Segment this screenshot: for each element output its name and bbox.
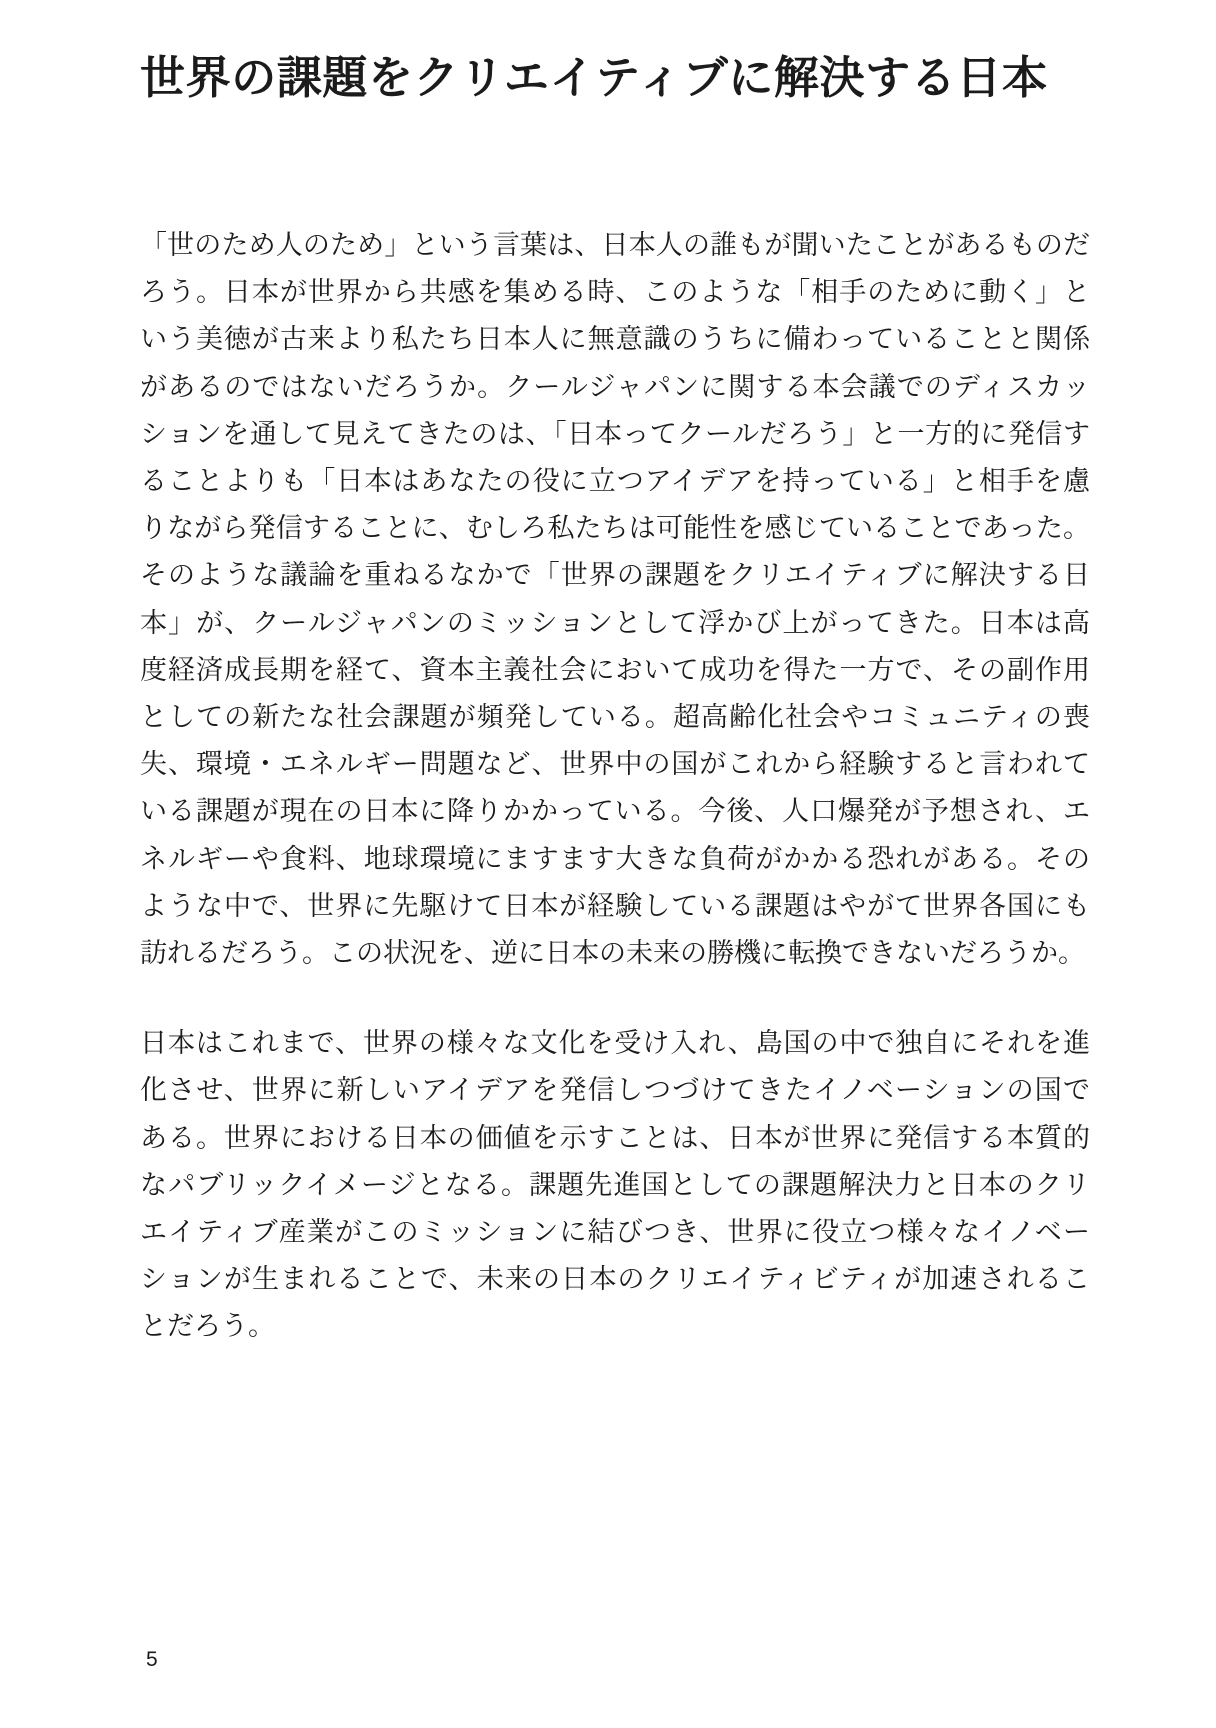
text-line: いう美徳が古来より私たち日本人に無意識のうちに備わっていることと関係: [140, 324, 1090, 355]
page-title: 世界の課題をクリエイティブに解決する日本: [140, 52, 1048, 103]
text-line: ような中で、世界に先駆けて日本が経験している課題はやがて世界各国にも: [140, 890, 1090, 921]
paragraph: [140, 1020, 1090, 1350]
text-line: りながら発信することに、むしろ私たちは可能性を感じていることであった。: [140, 513, 1090, 544]
text-line: ある。世界における日本の価値を示すことは、日本が世界に発信する本質的: [140, 1122, 1090, 1153]
text-line: があるのではないだろうか。クールジャパンに関する本会議でのディスカッ: [140, 371, 1090, 402]
text-line: エイティブ産業がこのミッションに結びつき、世界に役立つ様々なイノベー: [140, 1217, 1090, 1248]
text-line: 本」が、クールジャパンのミッションとして浮かび上がってきた。日本は高: [140, 607, 1090, 638]
text-line: そのような議論を重ねるなかで「世界の課題をクリエイティブに解決する日: [140, 560, 1090, 591]
text-line: 日本はこれまで、世界の様々な文化を受け入れ、島国の中で独自にそれを進: [140, 1028, 1090, 1059]
text-line: ることよりも「日本はあなたの役に立つアイデアを持っている」と相手を慮: [140, 466, 1090, 497]
text-line: 訪れるだろう。この状況を、逆に日本の未来の勝機に転換できないだろうか。: [140, 938, 1085, 969]
text-line: なパブリックイメージとなる。課題先進国としての課題解決力と日本のクリ: [140, 1169, 1090, 1200]
text-line: 「世のため人のため」という言葉は、日本人の誰もが聞いたことがあるものだ: [140, 230, 1090, 260]
text-line: ションを通して見えてきたのは、「日本ってクールだろう」と一方的に発信す: [140, 418, 1090, 449]
body-text: [140, 222, 1090, 1351]
text-line: 化させ、世界に新しいアイデアを発信しつづけてきたイノベーションの国で: [140, 1075, 1090, 1106]
paragraph: [140, 222, 1090, 977]
text-line: としての新たな社会課題が頻発している。超高齢化社会やコミュニティの喪: [140, 702, 1090, 733]
page-number: 5: [146, 1648, 158, 1671]
text-line: 失、環境・エネルギー問題など、世界中の国がこれから経験すると言われて: [140, 749, 1090, 780]
text-line: ろう。日本が世界から共感を集める時、このような「相手のために動く」と: [140, 277, 1090, 308]
text-line: 度経済成長期を経て、資本主義社会において成功を得た一方で、その副作用: [140, 654, 1090, 685]
text-line: とだろう。: [140, 1311, 275, 1342]
text-line: ネルギーや食料、地球環境にますます大きな負荷がかかる恐れがある。その: [140, 843, 1090, 874]
text-line: いる課題が現在の日本に降りかかっている。今後、人口爆発が予想され、エ: [140, 796, 1090, 827]
text-line: ションが生まれることで、未来の日本のクリエイティビティが加速されるこ: [140, 1264, 1090, 1295]
